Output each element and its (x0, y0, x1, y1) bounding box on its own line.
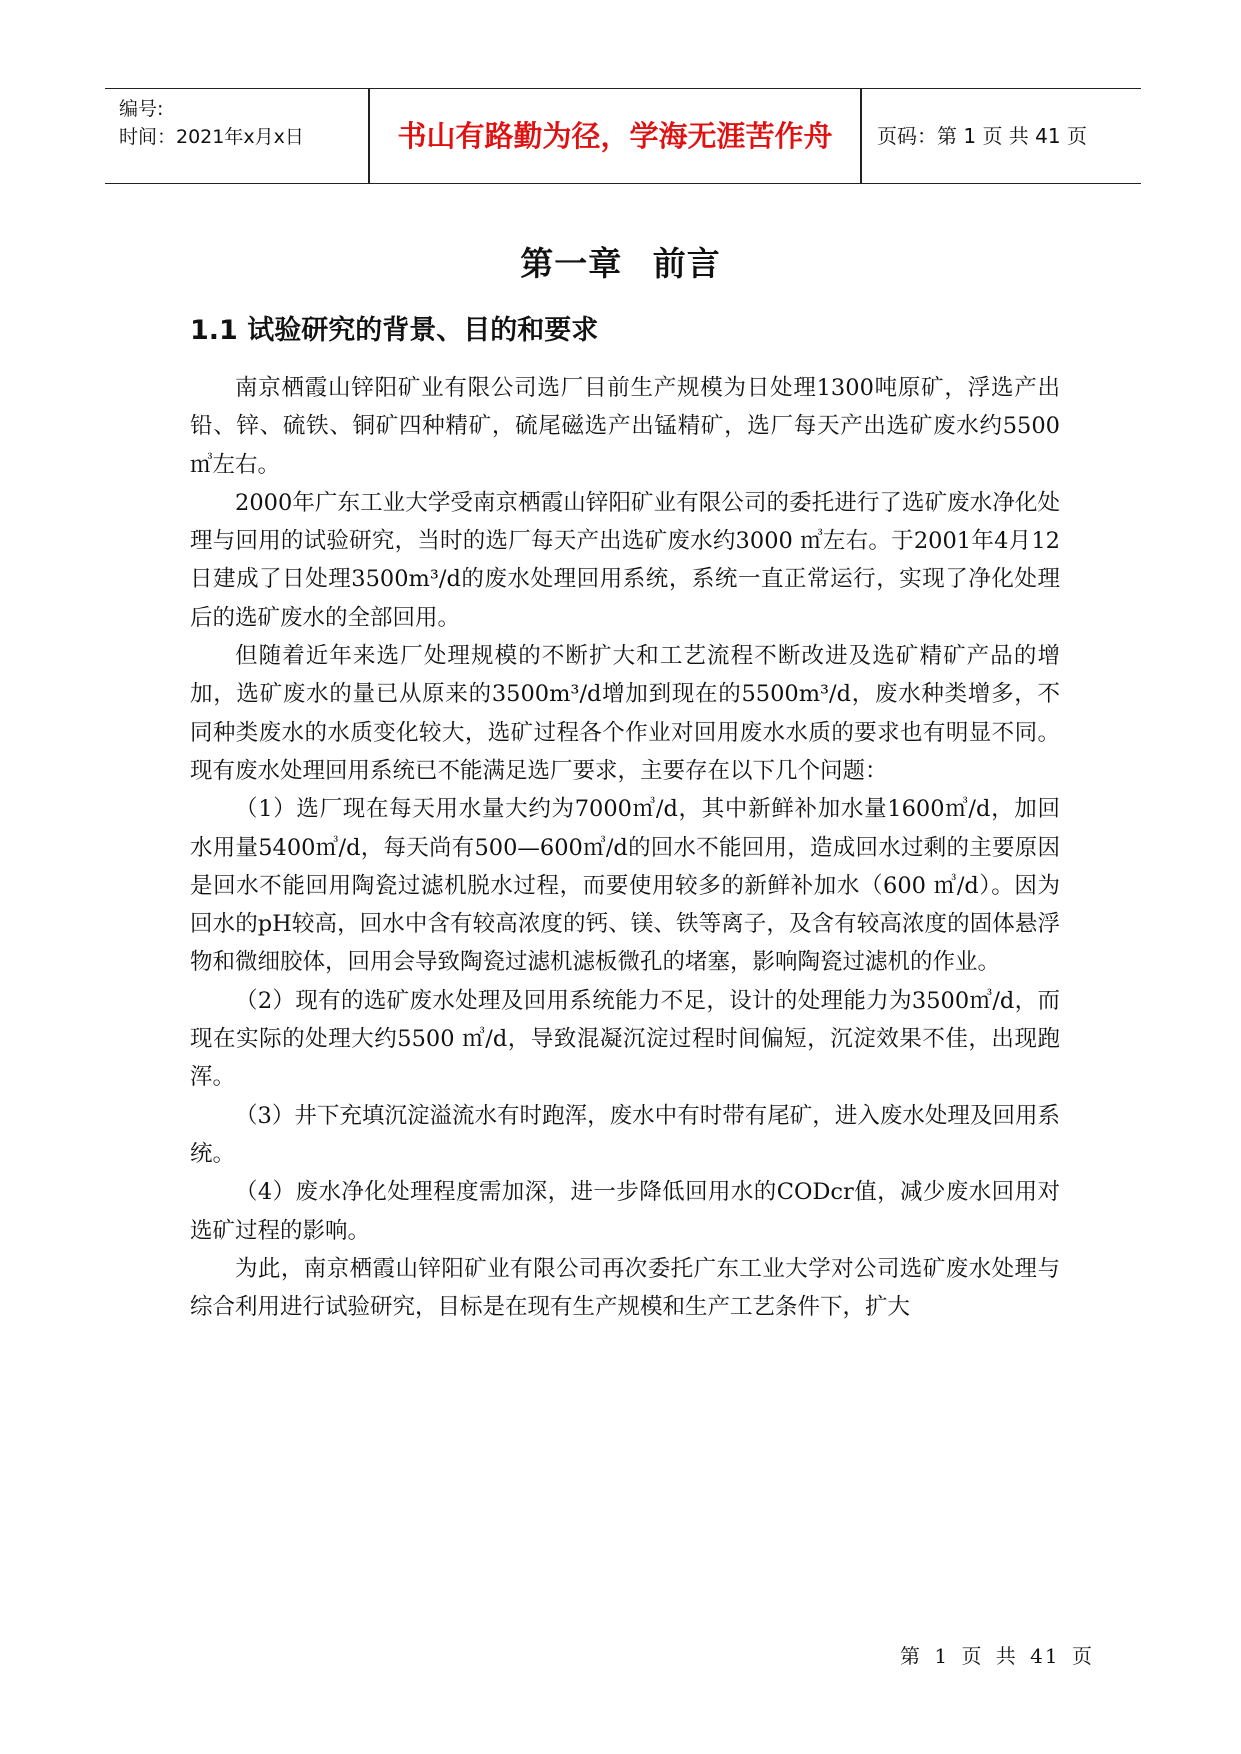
paragraph: （4）废水净化处理程度需加深，进一步降低回用水的CODcr值，减少废水回用对选矿过程的影响。 (190, 1179, 1060, 1244)
paragraph: （3）井下充填沉淀溢流水有时跑浑，废水中有时带有尾矿，进入废水处理及回用系统。 (190, 1102, 1060, 1167)
paragraph: 为此，南京栖霞山锌阳矿业有限公司再次委托广东工业大学对公司选矿废水处理与综合利用进行试验研究，目标是在现有生产规模和生产工艺条件下，扩大 (190, 1255, 1060, 1321)
header-info (119, 95, 304, 151)
header-table (105, 88, 1141, 184)
paragraph: 南京栖霞山锌阳矿业有限公司选厂目前生产规模为日处理1300吨原矿，浮选产出铅、锌、硫铁、铜矿四种精矿，硫尾磁选产出锰精矿，选厂每天产出选矿废水约5500 ㎥左右。 (190, 375, 1060, 478)
paragraph: 但随着近年来选厂处理规模的不断扩大和工艺流程不断改进及选矿精矿产品的增加，选矿废水的量已从原来的3500m³/d增加到现在的5500m³/d，废水种类增多，不同种类废水的水质变化较大，选矿过程各个作业对回用废水水质的要求也有明显不同。现有废水处理回用系统已不能满足选厂要求，主要存在以下几个问题： (190, 643, 1060, 784)
paragraph: （2）现有的选矿废水处理及回用系统能力不足，设计的处理能力为3500㎥/d，而现在实际的处理大约5500 ㎥/d，导致混凝沉淀过程时间偏短，沉淀效果不佳，出现跑浑。 (190, 987, 1060, 1091)
page-footer: 第 1 页 共 41 页 (900, 1644, 1094, 1668)
section-title: 1.1 试验研究的背景、目的和要求 (190, 315, 599, 346)
document-time-label: 时间：2021年x月x日 (119, 126, 304, 148)
chapter-title: 第一章 前言 (520, 244, 721, 283)
header-motto: 书山有路勤为径，学海无涯苦作舟 (397, 119, 833, 153)
document-number-label: 编号: (119, 98, 164, 120)
header-page-number: 页码：第 1 页 共 41 页 (877, 124, 1087, 148)
paragraph: 2000年广东工业大学受南京栖霞山锌阳矿业有限公司的委托进行了选矿废水净化处理与回用的试验研究，当时的选厂每天产出选矿废水约3000 ㎥左右。于2001年4月12日建成了日处理3500m³/d的废水处理回用系统，系统一直正常运行，实现了净化处理后的选矿废水的全部回用。 (190, 489, 1060, 631)
header-divider (860, 89, 862, 183)
header-divider (368, 89, 370, 183)
body-text (190, 369, 1060, 1326)
paragraph: （1）选厂现在每天用水量大约为7000㎥/d，其中新鲜补加水量1600㎥/d，加回水用量5400㎥/d，每天尚有500—600㎥/d的回水不能回用，造成回水过剩的主要原因是回水不能回用陶瓷过滤机脱水过程，而要使用较多的新鲜补加水（600 ㎥/d）。因为回水的pH较高，回水中含有较高浓度的钙、镁、铁等离子，及含有较高浓度的固体悬浮物和微细胶体，回用会导致陶瓷过滤机滤板微孔的堵塞，影响陶瓷过滤机的作业。 (190, 796, 1060, 976)
